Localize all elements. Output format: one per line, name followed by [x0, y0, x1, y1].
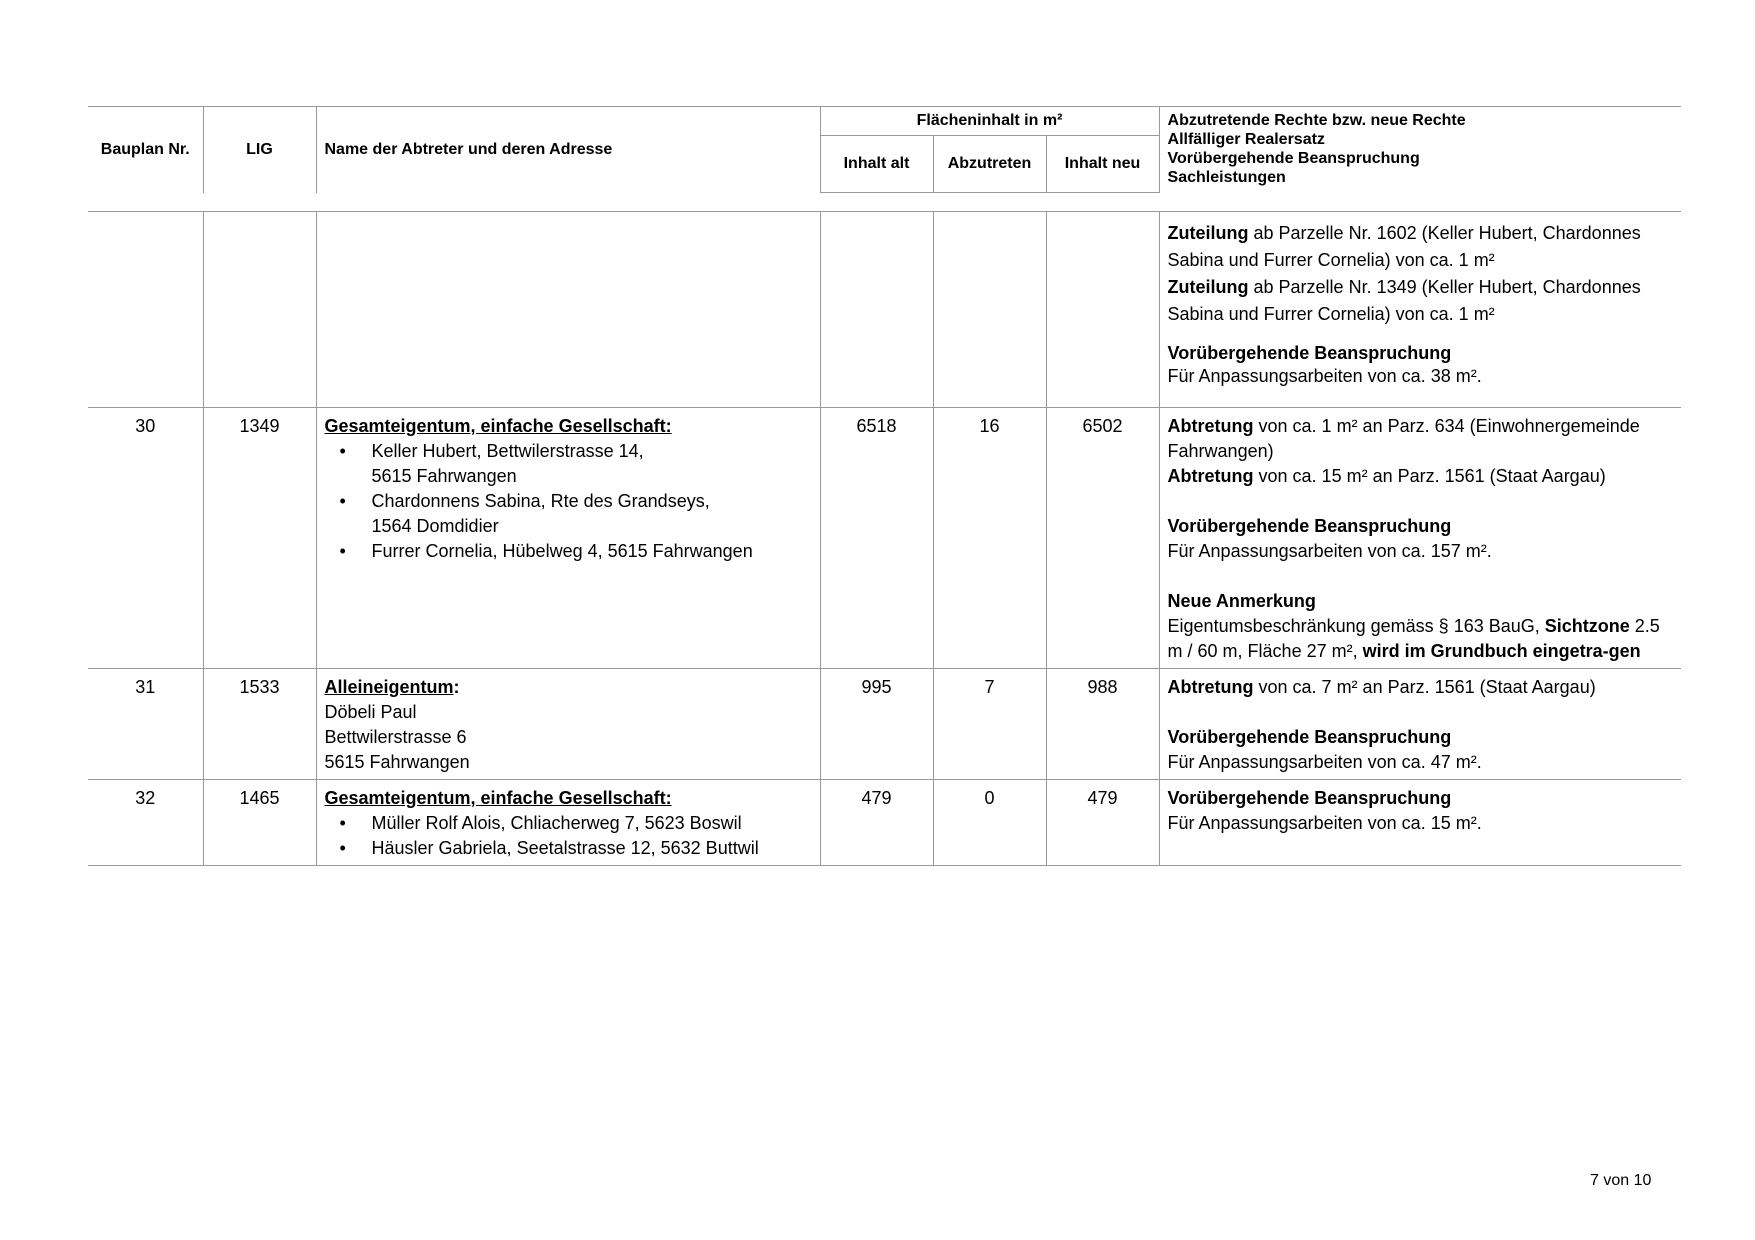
- cell-alt: 6518: [820, 408, 933, 669]
- cell-rights: [1159, 212, 1681, 408]
- cell-neu: 6502: [1046, 408, 1159, 669]
- header-name: Name der Abtreter und deren Adresse: [316, 107, 820, 193]
- list-item: • Furrer Cornelia, Hübelweg 4, 5615 Fahrwangen: [339, 541, 753, 561]
- cell-name: [316, 408, 820, 669]
- vb-title: Vorübergehende Beanspruchung: [1167, 727, 1452, 747]
- cell-name: [316, 780, 820, 866]
- header-bauplan: Bauplan Nr.: [88, 107, 203, 193]
- owner-line: Bettwilerstrasse 6: [324, 727, 467, 747]
- owner-type: Alleineigentum: [324, 677, 454, 697]
- header-rights-line: Abzutretende Rechte bzw. neue Rechte: [1167, 112, 1466, 129]
- header-rights-line: Vorübergehende Beanspruchung: [1167, 150, 1420, 167]
- header-rights-line: Allfälliger Realersatz: [1167, 131, 1325, 148]
- na-title: Neue Anmerkung: [1167, 591, 1316, 611]
- owner-list: [325, 811, 812, 861]
- owner-line: 5615 Fahrwangen: [324, 752, 470, 772]
- list-item: • Keller Hubert, Bettwilerstrasse 14, 5615 Fahrwangen: [339, 441, 644, 486]
- cell-bauplan: [88, 212, 203, 408]
- cell-abzu: 16: [933, 408, 1046, 669]
- cell-rights: [1159, 408, 1681, 669]
- owner-type: Gesamteigentum, einfache Gesellschaft:: [324, 416, 672, 436]
- list-item: • Häusler Gabriela, Seetalstrasse 12, 5632 Buttwil: [339, 838, 759, 858]
- vb-title: Vorübergehende Beanspruchung: [1167, 343, 1452, 363]
- header-abzutreten: Abzutreten: [933, 136, 1046, 193]
- owner-line: Döbeli Paul: [324, 702, 417, 722]
- cell-lig: 1533: [203, 669, 316, 780]
- expropriation-table: [88, 106, 1681, 866]
- header-lig: LIG: [203, 107, 316, 193]
- zuteilung-2: Zuteilung ab Parzelle Nr. 1349 (Keller Hubert, Chardonnes Sabina und Furrer Cornelia) von ca. 1 m²: [1167, 277, 1641, 324]
- header-rights: [1159, 107, 1681, 193]
- vb-title: Vorübergehende Beanspruchung: [1167, 516, 1452, 536]
- cell-rights: [1159, 669, 1681, 780]
- vb-text: Für Anpassungsarbeiten von ca. 47 m².: [1167, 752, 1482, 772]
- vb-text: Für Anpassungsarbeiten von ca. 38 m².: [1167, 366, 1482, 386]
- table-row: [88, 212, 1681, 408]
- table-header: [88, 107, 1681, 193]
- cell-alt: 479: [820, 780, 933, 866]
- cell-neu: [1046, 212, 1159, 408]
- cell-name: Alleineigentum: Döbeli Paul Bettwilerstrasse 6 5615 Fahrwangen: [316, 669, 820, 780]
- cell-alt: 995: [820, 669, 933, 780]
- cell-bauplan: 30: [88, 408, 203, 669]
- list-item: • Chardonnens Sabina, Rte des Grandseys, 1564 Domdidier: [339, 491, 710, 536]
- page-number: 7 von 10: [1590, 1172, 1652, 1189]
- cell-bauplan: 31: [88, 669, 203, 780]
- header-spacer: [88, 193, 1681, 212]
- abtretung-2: Abtretung von ca. 15 m² an Parz. 1561 (Staat Aargau): [1167, 466, 1606, 486]
- owner-type: Gesamteigentum, einfache Gesellschaft:: [324, 788, 672, 808]
- abtretung-1: Abtretung von ca. 7 m² an Parz. 1561 (Staat Aargau): [1167, 677, 1596, 697]
- table-row: [88, 669, 1681, 780]
- cell-name: [316, 212, 820, 408]
- abtretung-1: Abtretung von ca. 1 m² an Parz. 634 (Einwohnergemeinde Fahrwangen): [1167, 416, 1640, 461]
- vb-text: Für Anpassungsarbeiten von ca. 15 m².: [1167, 813, 1482, 833]
- cell-neu: 988: [1046, 669, 1159, 780]
- cell-neu: 479: [1046, 780, 1159, 866]
- cell-alt: [820, 212, 933, 408]
- vb-title: Vorübergehende Beanspruchung: [1167, 788, 1452, 808]
- cell-lig: 1465: [203, 780, 316, 866]
- table-row: [88, 408, 1681, 669]
- cell-bauplan: 32: [88, 780, 203, 866]
- header-area-group: Flächeninhalt in m²: [820, 107, 1159, 136]
- zuteilung-1: Zuteilung ab Parzelle Nr. 1602 (Keller Hubert, Chardonnes Sabina und Furrer Cornelia) von ca. 1 m²: [1167, 223, 1641, 270]
- vb-text: Für Anpassungsarbeiten von ca. 157 m².: [1167, 541, 1492, 561]
- header-inhalt-alt: Inhalt alt: [820, 136, 933, 193]
- cell-abzu: [933, 212, 1046, 408]
- header-inhalt-neu: Inhalt neu: [1046, 136, 1159, 193]
- na-text: Eigentumsbeschränkung gemäss § 163 BauG, Sichtzone 2.5 m / 60 m, Fläche 27 m², wird im Grundbuch eingetra-gen: [1167, 616, 1660, 661]
- header-rights-line: Sachleistungen: [1167, 169, 1286, 186]
- table-row: [88, 780, 1681, 866]
- cell-rights: [1159, 780, 1681, 866]
- cell-abzu: 7: [933, 669, 1046, 780]
- list-item: • Müller Rolf Alois, Chliacherweg 7, 5623 Boswil: [339, 813, 742, 833]
- owner-list: [325, 439, 812, 564]
- cell-lig: [203, 212, 316, 408]
- cell-abzu: 0: [933, 780, 1046, 866]
- cell-lig: 1349: [203, 408, 316, 669]
